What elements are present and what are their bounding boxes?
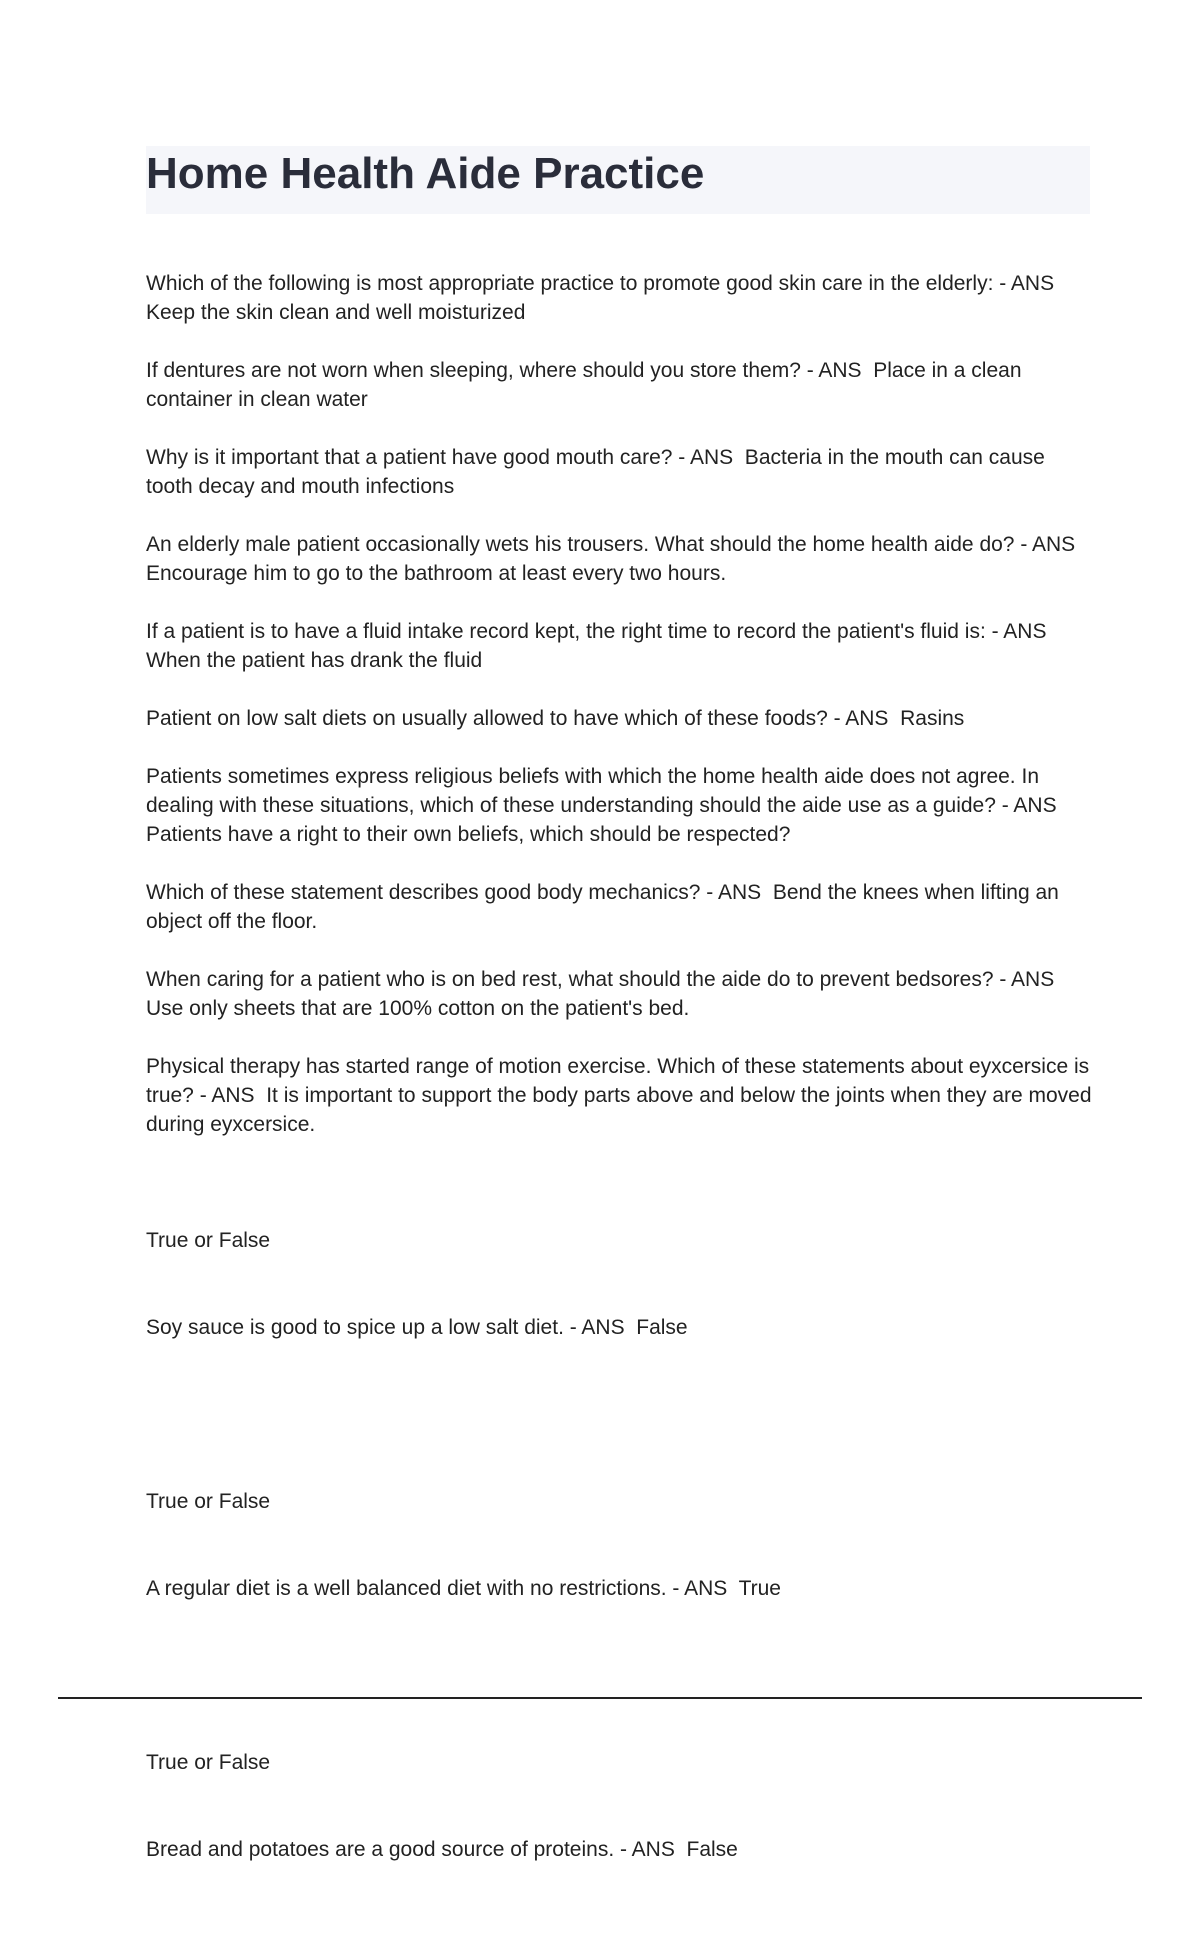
question-item: If dentures are not worn when sleeping, where should you store them? - ANS Place in a clean container in clean water [146, 359, 1028, 411]
true-false-statement: Bread and potatoes are a good source of proteins. - ANS False [146, 1838, 738, 1861]
question-item: Patient on low salt diets on usually allowed to have which of these foods? - ANS Rasins [146, 707, 965, 730]
true-false-item [146, 1690, 1096, 1922]
true-false-item [146, 1429, 1096, 1661]
question-item: If a patient is to have a fluid intake record kept, the right time to record the patient's fluid is: - ANS When the patient has drank the fluid [146, 620, 1059, 672]
question-item: Which of the following is most appropriate practice to promote good skin care in the elderly: - ANS Keep the skin clean and well moisturized [146, 272, 1066, 324]
question-item: Physical therapy has started range of motion exercise. Which of these statements about eyxcersice is true? - ANS It is important to support the body parts above and below the joints when they are moved during eyxcersice. [146, 1055, 1098, 1136]
question-item: Which of these statement describes good body mechanics? - ANS Bend the knees when lifting an object off the floor. [146, 881, 1065, 933]
question-item: An elderly male patient occasionally wets his trousers. What should the home health aide do? - ANS Encourage him to go to the bathroom at least every two hours. [146, 533, 1087, 585]
true-false-prompt: True or False [146, 1751, 271, 1774]
question-item: Patients sometimes express religious beliefs with which the home health aide does not agree. In dealing with these situations, which of these understanding should the aide use as a guide? - ANS Patients have a right to their own beliefs, which should be respected? [146, 765, 1069, 846]
true-false-statement: Soy sauce is good to spice up a low salt diet. - ANS False [146, 1316, 688, 1339]
footer-divider [58, 1697, 1142, 1699]
true-false-item [146, 1168, 1096, 1400]
true-false-statement: A regular diet is a well balanced diet with no restrictions. - ANS True [146, 1577, 781, 1600]
true-false-prompt: True or False [146, 1490, 271, 1513]
question-item: When caring for a patient who is on bed rest, what should the aide do to prevent bedsores? - ANS Use only sheets that are 100% cotton on the patient's bed. [146, 968, 1066, 1020]
document-title: Home Health Aide Practice [146, 149, 705, 198]
true-false-prompt: True or False [146, 1229, 271, 1252]
question-item: Why is it important that a patient have good mouth care? - ANS Bacteria in the mouth can cause tooth decay and mouth infections [146, 446, 1051, 498]
